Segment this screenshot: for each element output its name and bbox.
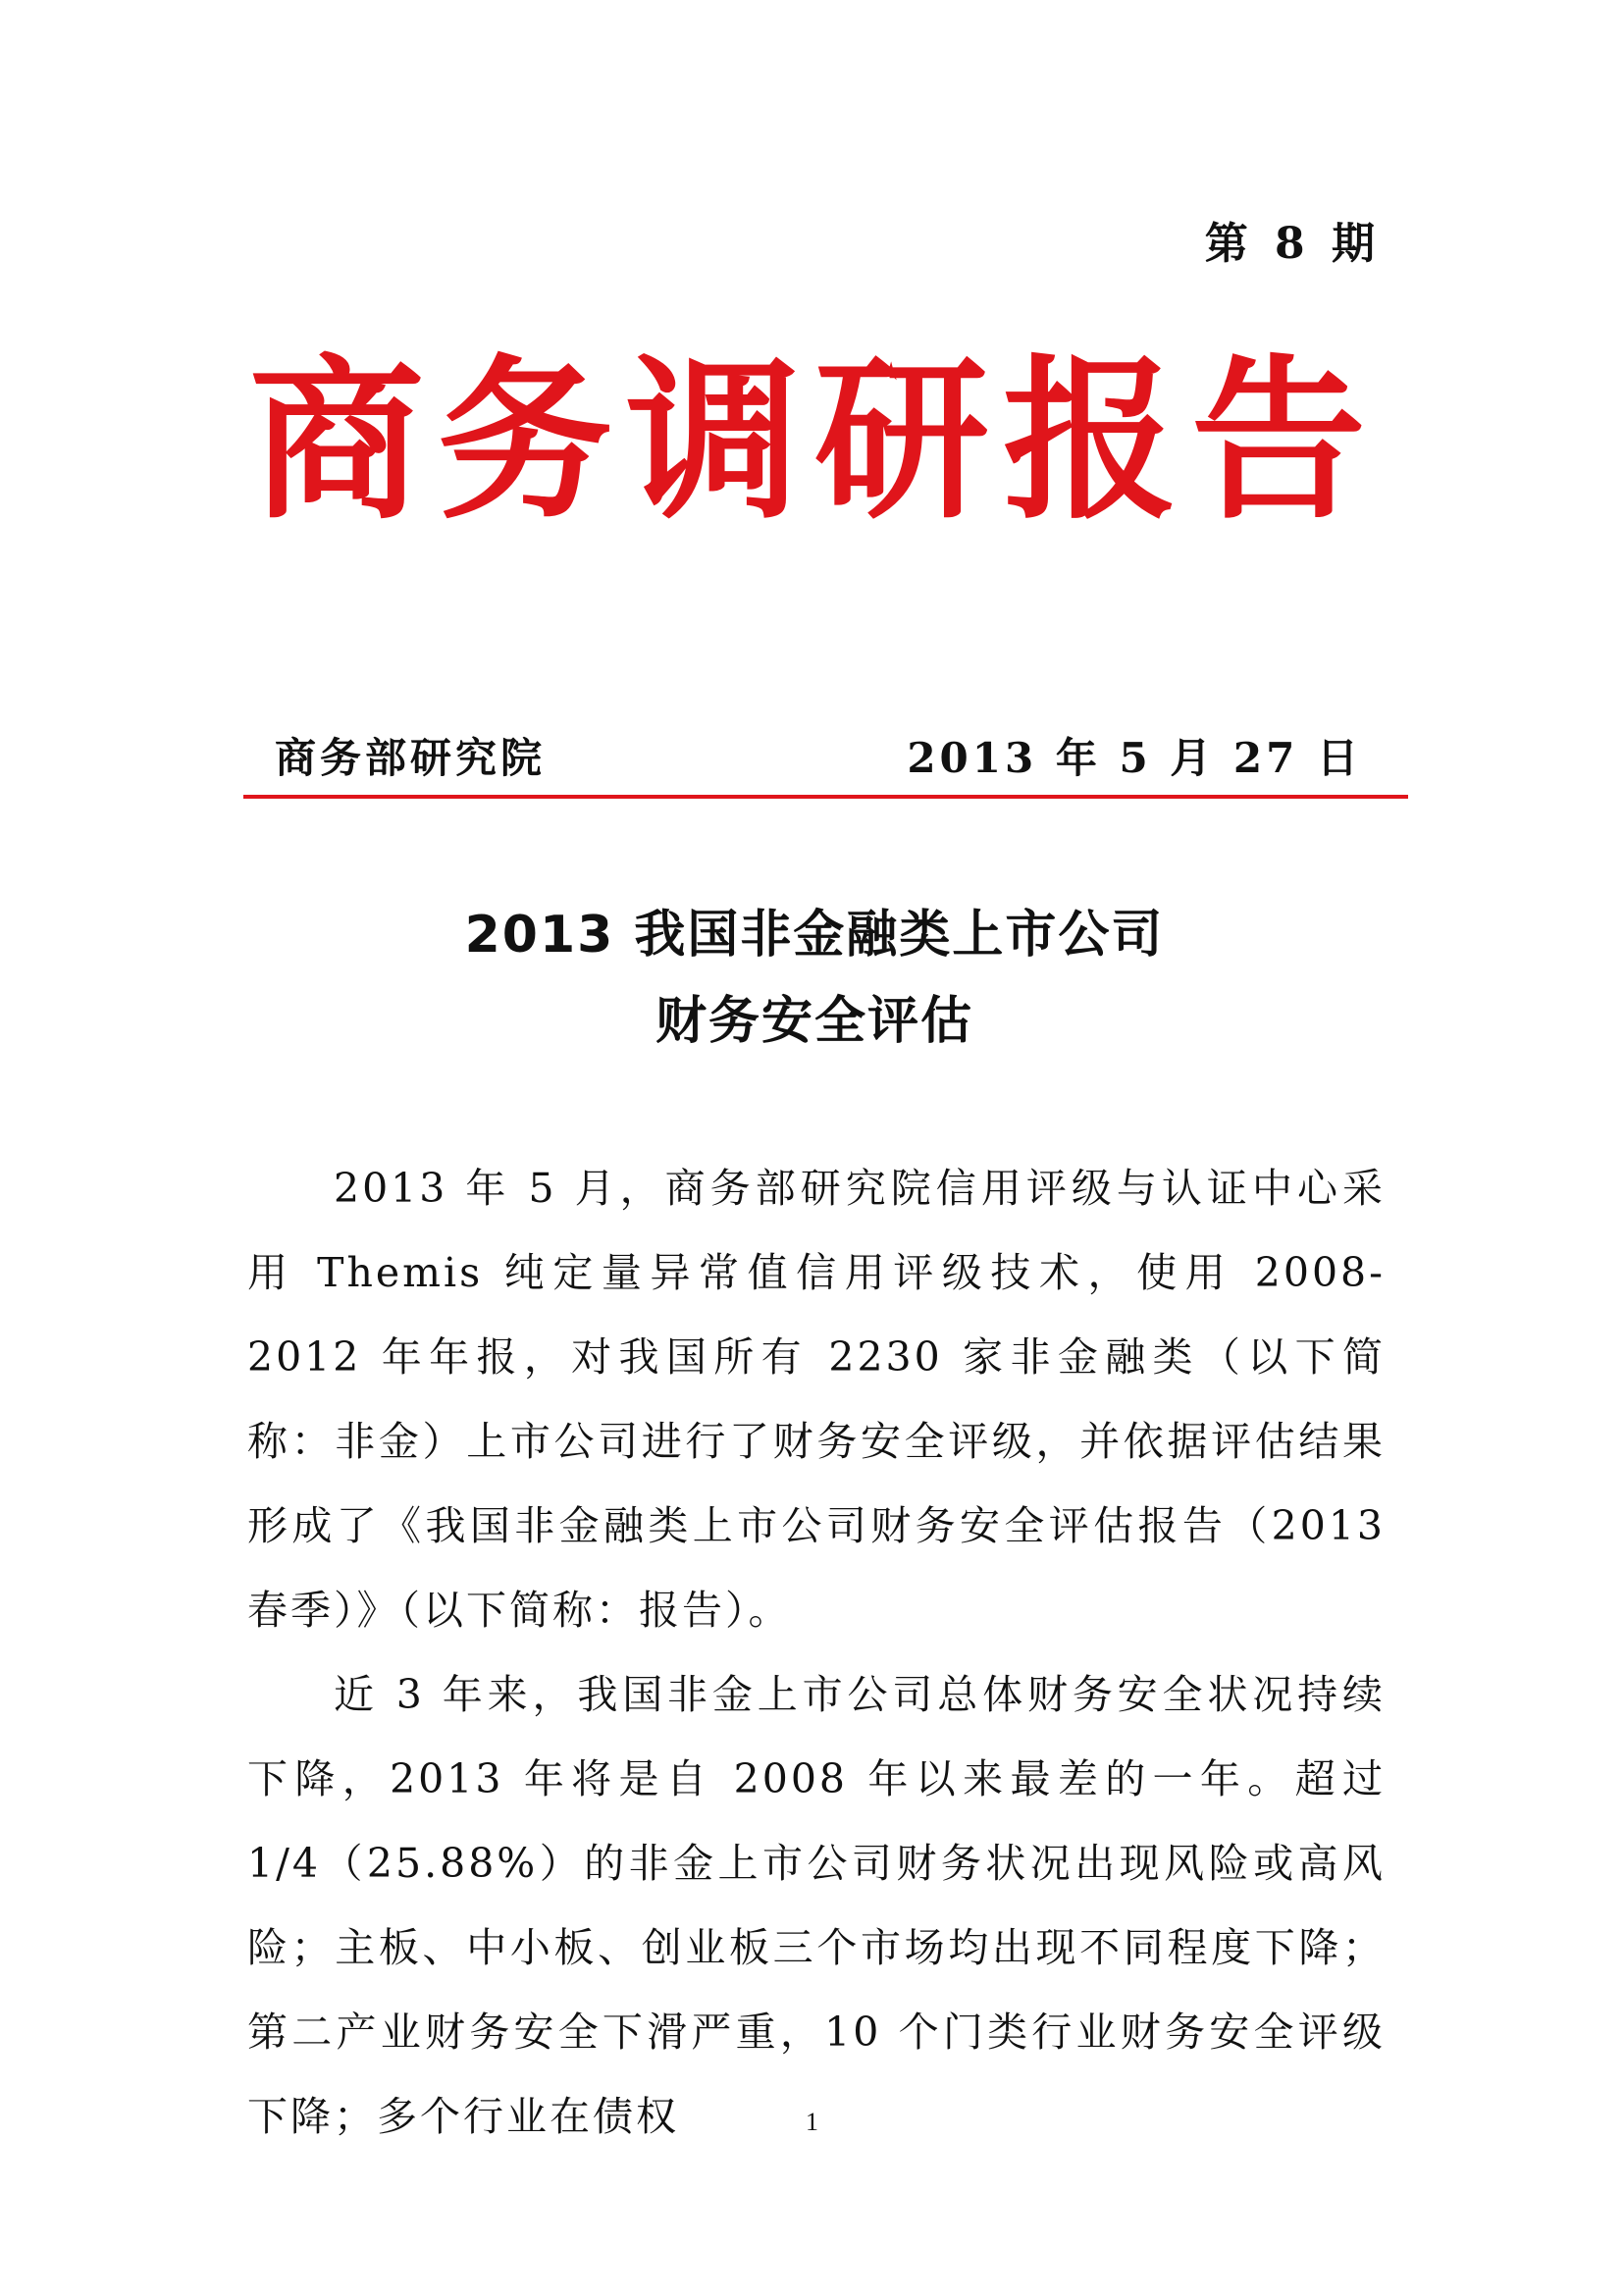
body-paragraph-1: 2013 年 5 月，商务部研究院信用评级与认证中心采用 Themis 纯定量异常值信用评级技术，使用 2008-2012 年年报，对我国所有 2230 家非金融类（以下简称：非金）上市公司进行了财务安全评级，并依据评估结果形成了《我国非金融类上市公司财务安全评估报告（2013 春季）》（以下简称：报告）。 — [247, 1165, 1386, 1634]
issue-number: 第 8 期 — [1204, 219, 1381, 269]
masthead-title: 商务调研报告 — [249, 338, 1380, 543]
publication-meta-row — [245, 726, 1403, 785]
report-title-line-1: 2013 我国非金融类上市公司 — [464, 906, 1165, 965]
report-title-line-2: 财务安全评估 — [655, 992, 973, 1051]
publisher-organization: 商务部研究院 — [275, 734, 547, 782]
red-divider-rule — [243, 795, 1408, 799]
report-body — [247, 1146, 1386, 2159]
body-paragraph-2: 近 3 年来，我国非金上市公司总体财务安全状况持续下降，2013 年将是自 2008 年以来最差的一年。超过 1/4（25.88%）的非金上市公司财务状况出现风险或高风险；主板、中小板、创业板三个市场均出现不同程度下降；第二产业财务安全下滑严重，10 个门类行业财务安全评级下降；多个行业在债权 — [247, 1671, 1386, 2140]
page-number: 1 — [806, 2108, 818, 2136]
publication-date: 2013 年 5 月 27 日 — [907, 734, 1362, 782]
